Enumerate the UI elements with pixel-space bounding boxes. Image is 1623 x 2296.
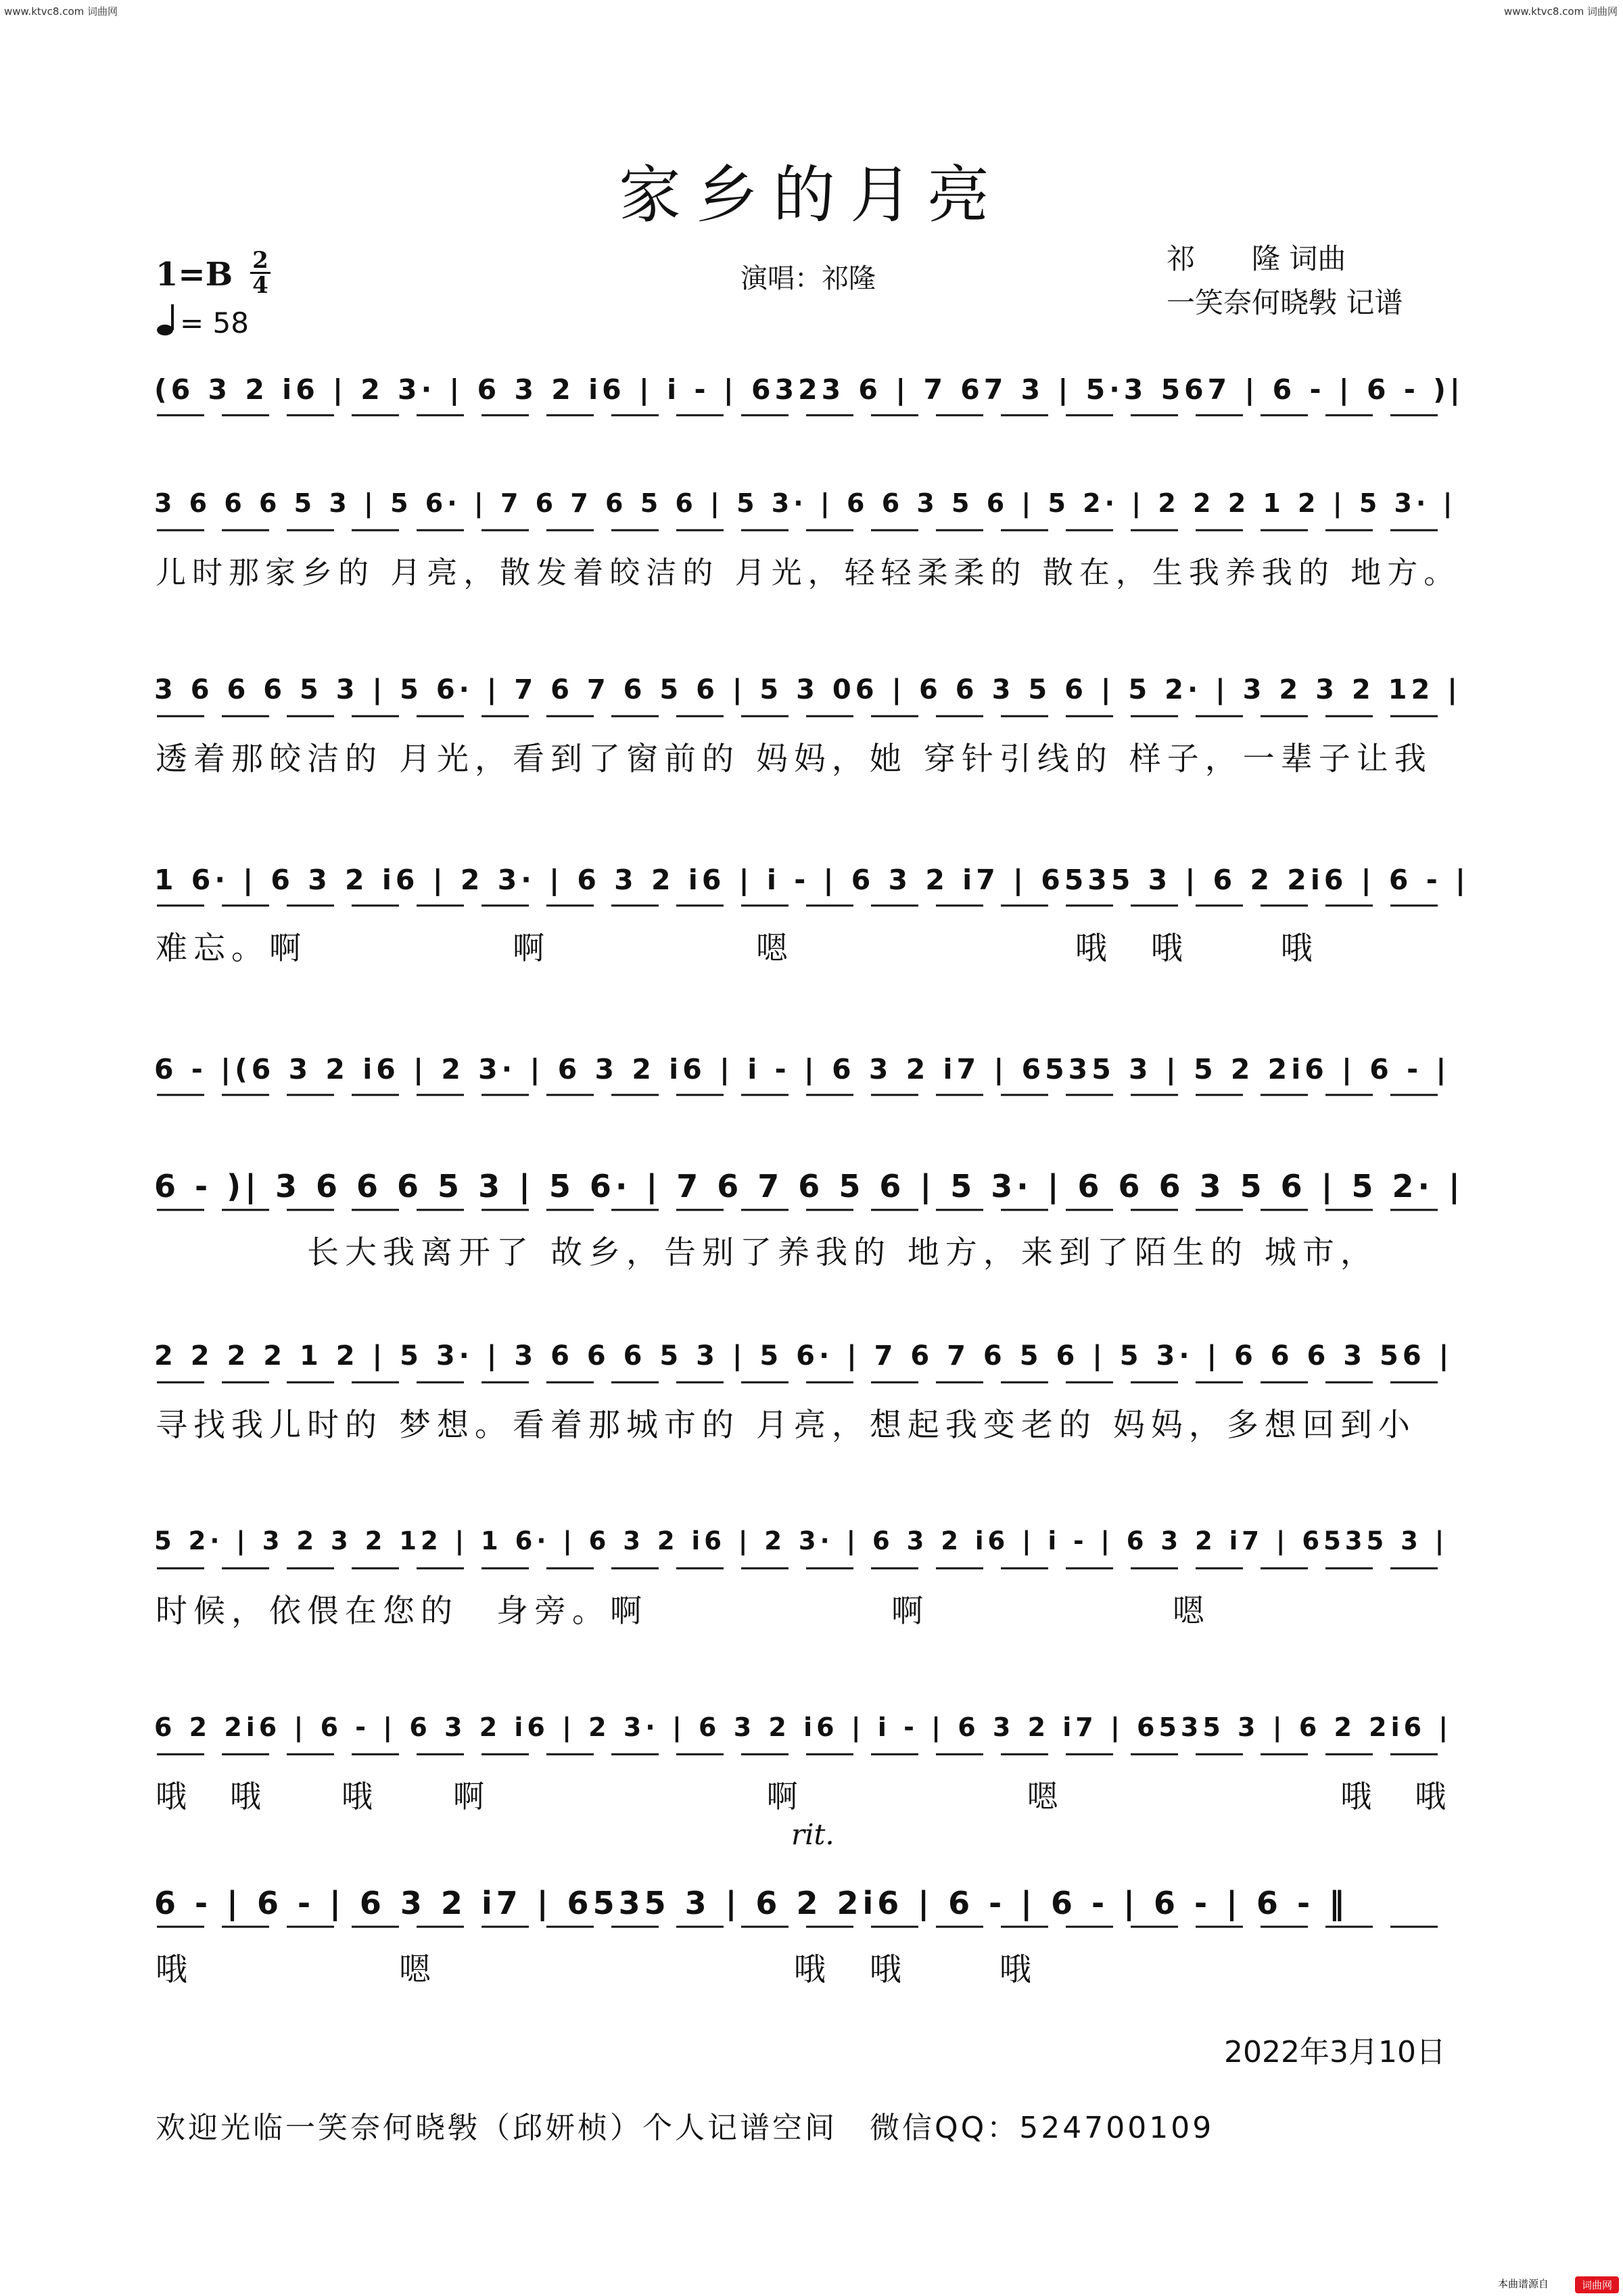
beam-underline bbox=[0, 480, 1623, 555]
brand-source: 本曲谱源自 bbox=[1497, 2278, 1549, 2290]
notation-line: (6 3 2 i6 | 2 3· | 6 3 2 i6 | i - | 6323 6 | 7 67 3 | 5·3 567 | 6 - | 6 - )| bbox=[154, 373, 1464, 406]
lyric-line: 难忘。啊 啊 嗯 哦 哦 哦 bbox=[156, 930, 1319, 967]
music-system bbox=[0, 1704, 1623, 1779]
time-signature-top: 2 bbox=[252, 247, 268, 274]
beam-underline bbox=[0, 365, 1623, 440]
beam-underline bbox=[0, 666, 1623, 741]
quarter-note-icon bbox=[156, 303, 180, 337]
beam-underline bbox=[0, 1160, 1623, 1234]
lyric-line: 时候，依偎在您的 身旁。啊 啊 嗯 bbox=[156, 1593, 1210, 1630]
notation-line: 6 - | 6 - | 6 3 2 i7 | 6535 3 | 6 2 2i6 | 6 - | 6 - | 6 - | 6 - ‖ bbox=[154, 1885, 1349, 1921]
time-signature-bottom: 4 bbox=[252, 272, 268, 299]
lyric-line: 哦 哦 哦 啊 啊 嗯 哦 哦 bbox=[156, 1778, 1453, 1814]
beam-underline bbox=[0, 1704, 1623, 1779]
beam-underline bbox=[0, 1877, 1623, 1951]
singer: 演唱：祁隆 bbox=[740, 263, 876, 294]
notation-line: 3 6 6 6 5 3 | 5 6· | 7 6 7 6 5 6 | 5 3· | 6 6 3 5 6 | 5 2· | 2 2 2 1 2 | 5 3· | bbox=[154, 488, 1457, 518]
notation-line: 6 2 2i6 | 6 - | 6 3 2 i6 | 2 3· | 6 3 2 i6 | i - | 6 3 2 i7 | 6535 3 | 6 2 2i6 | bbox=[154, 1712, 1453, 1742]
notation-line: 3 6 6 6 5 3 | 5 6· | 7 6 7 6 5 6 | 5 3 06 | 6 6 3 5 6 | 5 2· | 3 2 3 2 12 | bbox=[154, 674, 1461, 705]
notation-line: 6 - |(6 3 2 i6 | 2 3· | 6 3 2 i6 | i - | 6 3 2 i7 | 6535 3 | 5 2 2i6 | 6 - | bbox=[154, 1053, 1451, 1085]
ritardando-mark: rit. bbox=[791, 1818, 834, 1851]
beam-underline bbox=[0, 1045, 1623, 1119]
lyric-line: 透着那皎洁的 月光，看到了窗前的 妈妈，她 穿针引线的 样子，一辈子让我 bbox=[156, 741, 1432, 778]
date: 2022年3月10日 bbox=[1224, 2035, 1446, 2069]
transcriber: 一笑奈何晓斅 记谱 bbox=[1167, 286, 1403, 319]
site-url-right[interactable]: www.ktvc8.com 词曲网 bbox=[1503, 5, 1618, 18]
footer-note: 欢迎光临一笑奈何晓斅（邱妍桢）个人记谱空间 微信QQ：524700109 bbox=[156, 2111, 1215, 2145]
music-system bbox=[0, 666, 1623, 741]
music-system bbox=[0, 1877, 1623, 1951]
music-system bbox=[0, 365, 1623, 440]
site-url-left[interactable]: www.ktvc8.com 词曲网 bbox=[4, 5, 118, 18]
notation-line: 2 2 2 2 1 2 | 5 3· | 3 6 6 6 5 3 | 5 6· | 7 6 7 6 5 6 | 5 3· | 6 6 6 3 56 | bbox=[154, 1340, 1453, 1372]
notation-line: 6 - )| 3 6 6 6 5 3 | 5 6· | 7 6 7 6 5 6 | 5 3· | 6 6 6 3 5 6 | 5 2· | bbox=[154, 1168, 1464, 1204]
beam-underline bbox=[0, 1332, 1623, 1407]
beam-underline bbox=[0, 1518, 1623, 1593]
lyricist-composer: 祁 隆 词曲 bbox=[1167, 242, 1346, 275]
tempo-value: = 58 bbox=[180, 306, 249, 339]
brand-badge[interactable]: 词曲网 bbox=[1575, 2276, 1619, 2293]
tempo-mark bbox=[156, 303, 249, 339]
lyric-line: 哦 嗯 哦 哦 哦 bbox=[156, 1951, 1037, 1988]
lyric-line: 儿时那家乡的 月亮，散发着皎洁的 月光，轻轻柔柔的 散在，生我养我的 地方。 bbox=[156, 555, 1461, 590]
music-system bbox=[0, 1045, 1623, 1119]
music-system bbox=[0, 1332, 1623, 1407]
lyric-line: 寻找我儿时的 梦想。看着那城市的 月亮，想起我变老的 妈妈，多想回到小 bbox=[156, 1407, 1416, 1444]
lyric-line: 长大我离开了 故乡，告别了养我的 地方，来到了陌生的 城市， bbox=[156, 1234, 1378, 1271]
notation-line: 5 2· | 3 2 3 2 12 | 1 6· | 6 3 2 i6 | 2 3· | 6 3 2 i6 | i - | 6 3 2 i7 | 6535 3 | bbox=[154, 1526, 1449, 1555]
key-signature: 1=B bbox=[156, 256, 233, 294]
beam-underline bbox=[0, 856, 1623, 930]
music-system bbox=[0, 1160, 1623, 1234]
music-system bbox=[0, 856, 1623, 930]
notation-line: 1 6· | 6 3 2 i6 | 2 3· | 6 3 2 i6 | i - | 6 3 2 i7 | 6535 3 | 6 2 2i6 | 6 - | bbox=[154, 864, 1469, 896]
page-title: 家乡的月亮 bbox=[618, 159, 1004, 231]
music-system bbox=[0, 1518, 1623, 1593]
music-system bbox=[0, 480, 1623, 555]
time-signature bbox=[250, 249, 270, 297]
